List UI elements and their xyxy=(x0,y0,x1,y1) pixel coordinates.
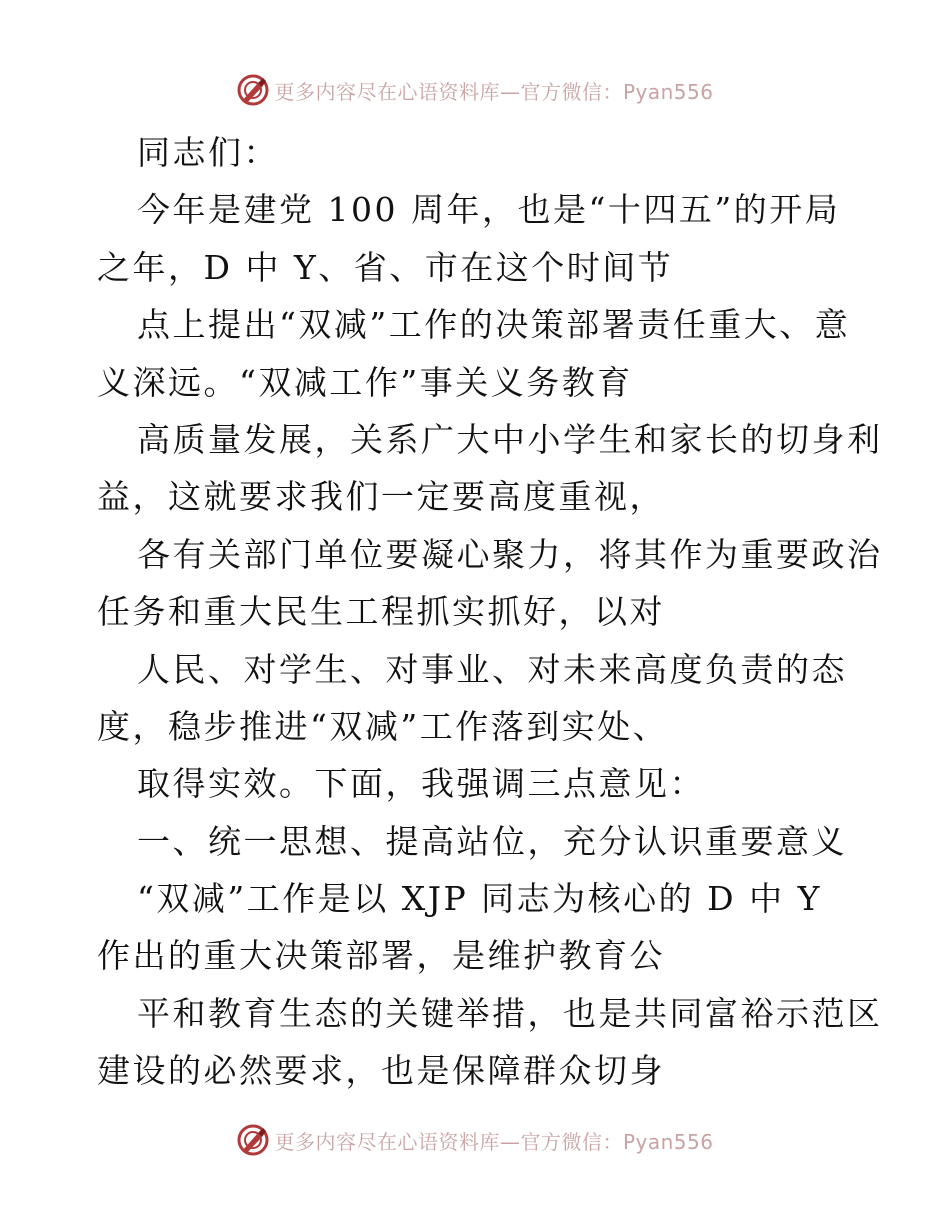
text-line: 益，这就要求我们一定要高度重视， xyxy=(97,477,665,517)
text-line: 任务和重大民生工程抓实抓好，以对 xyxy=(97,592,665,632)
text-line: 建设的必然要求，也是保障群众切身 xyxy=(97,1051,665,1091)
text-line: 义深远。“双减工作”事关义务教育 xyxy=(97,362,633,402)
text-line: 度，稳步推进“双减”工作落到实处、 xyxy=(97,706,669,746)
text-line: 人民、对学生、对事业、对未来高度负责的态 xyxy=(137,649,847,689)
text-line: 取得实效。下面，我强调三点意见： xyxy=(137,764,705,804)
text-line: 高质量发展，关系广大中小学生和家长的切身利 xyxy=(137,419,883,459)
text-line: 同志们： xyxy=(137,133,279,172)
header-banner xyxy=(0,70,950,110)
text-line: 平和教育生态的关键举措，也是共同富裕示范区 xyxy=(137,993,883,1033)
footer-banner xyxy=(0,1120,950,1160)
pen-logo-icon xyxy=(236,73,270,107)
text-line: 作出的重大决策部署，是维护教育公 xyxy=(97,936,665,976)
header-banner-text: 更多内容尽在心语资料库—官方微信：Pyan556 xyxy=(274,79,714,104)
footer-banner-text: 更多内容尽在心语资料库—官方微信：Pyan556 xyxy=(274,1129,714,1154)
text-line: 点上提出“双减”工作的决策部署责任重大、意 xyxy=(137,305,851,345)
document-body xyxy=(97,124,883,1100)
pen-logo-icon xyxy=(236,1123,270,1157)
text-line: “双减”工作是以 XJP 同志为核心的 D 中 Y xyxy=(137,879,822,919)
text-line: 今年是建党 100 周年，也是“十四五”的开局 xyxy=(137,190,841,230)
text-line: 各有关部门单位要凝心聚力，将其作为重要政治 xyxy=(137,534,883,574)
text-line: 之年，D 中 Y、省、市在这个时间节 xyxy=(97,247,674,287)
section-heading: 一、统一思想、提高站位，充分认识重要意义 xyxy=(137,821,847,861)
